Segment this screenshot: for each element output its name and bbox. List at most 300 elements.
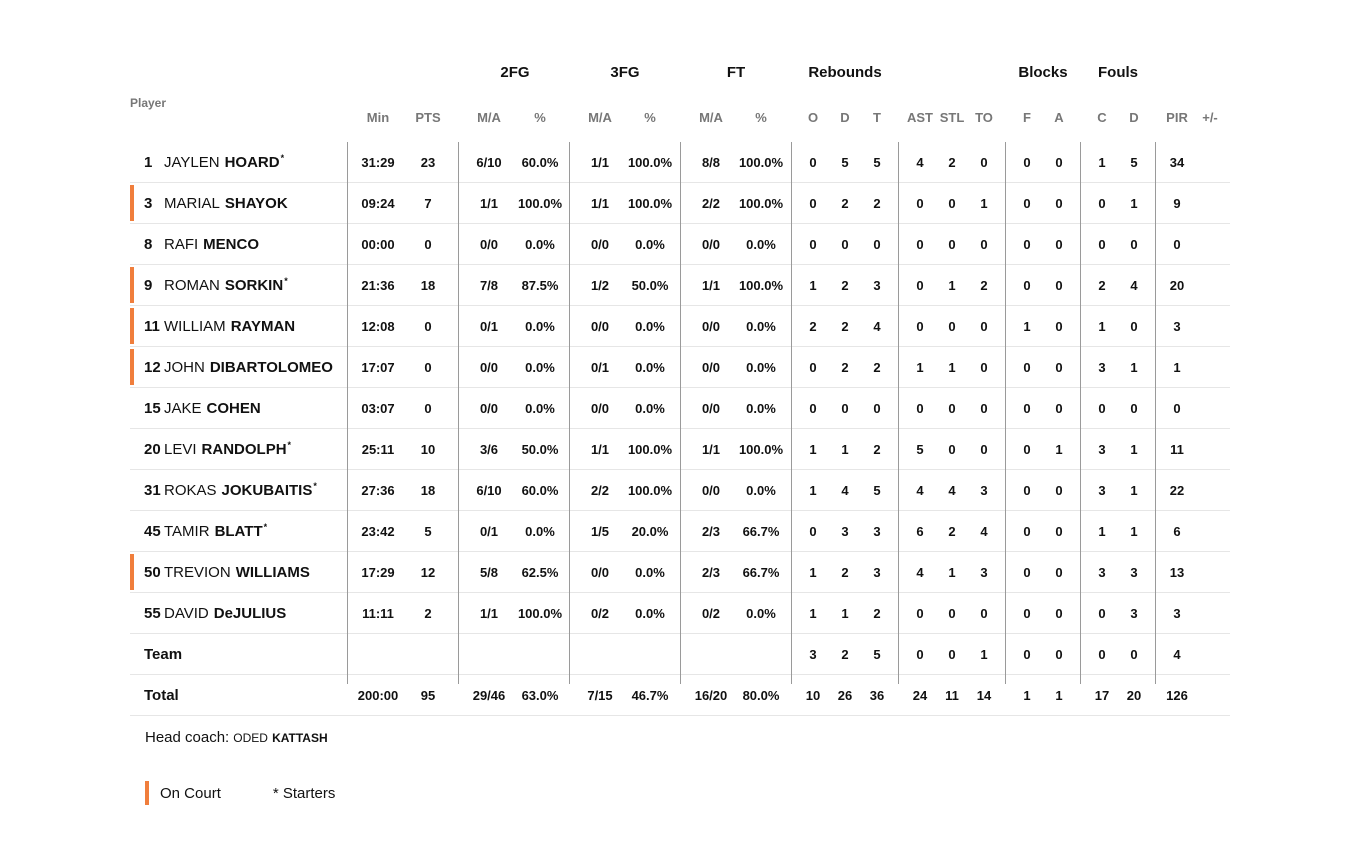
stat-cell: 12:08 xyxy=(361,318,395,334)
player-last-name[interactable]: JOKUBAITIS xyxy=(221,481,313,499)
stat-cell: 1/1 xyxy=(479,605,499,621)
player-name-cell[interactable] xyxy=(130,470,348,510)
stat-cell: 1 xyxy=(1098,154,1106,170)
stat-cell: 0 xyxy=(1023,441,1031,457)
stat-cell: 1 xyxy=(948,359,956,375)
stat-cell: 27:36 xyxy=(361,482,395,498)
stat-cell xyxy=(1180,429,1240,469)
stat-cell: 0 xyxy=(980,400,988,416)
player-first-name: JOHN xyxy=(164,358,205,376)
stat-cell: 0 xyxy=(916,277,924,293)
column-header[interactable]: F xyxy=(1023,110,1031,125)
on-court-marker-icon xyxy=(130,308,134,344)
stat-cell: 0 xyxy=(1055,236,1063,252)
column-header[interactable]: T xyxy=(873,110,881,125)
stat-cell: 20 xyxy=(1126,687,1142,703)
stat-cell: 0 xyxy=(1055,318,1063,334)
stat-cell: 0.0% xyxy=(525,400,555,416)
stat-cell: 0 xyxy=(809,195,817,211)
stat-cell: 20.0% xyxy=(631,523,669,539)
stat-cell: 0 xyxy=(1130,400,1138,416)
stat-cell: 5/8 xyxy=(479,564,499,580)
group-header-2fg: 2FG xyxy=(500,64,530,81)
player-number: 20 xyxy=(144,440,161,458)
stat-cell: 1 xyxy=(948,277,956,293)
stat-cell: 0/1 xyxy=(590,359,610,375)
player-name-cell[interactable] xyxy=(130,183,348,223)
player-first-name: ROKAS xyxy=(164,481,217,499)
stat-cell: 0/1 xyxy=(479,523,499,539)
stat-cell: 3 xyxy=(841,523,849,539)
stat-cell: 0.0% xyxy=(525,523,555,539)
stat-cell: 0 xyxy=(841,236,849,252)
stat-cell: 2 xyxy=(424,605,432,621)
stat-cell: 5 xyxy=(1130,154,1138,170)
column-header[interactable]: +/- xyxy=(1202,110,1218,125)
stat-cell: 0 xyxy=(809,523,817,539)
stat-cell: 1/1 xyxy=(590,154,610,170)
stat-cell: 1/5 xyxy=(590,523,610,539)
player-first-name: TAMIR xyxy=(164,522,210,540)
stat-cell xyxy=(731,634,791,674)
group-header-ft: FT xyxy=(726,64,746,81)
player-last-name[interactable]: COHEN xyxy=(206,399,261,417)
column-header[interactable]: D xyxy=(840,110,850,125)
head-coach-label: Head coach: xyxy=(145,729,230,746)
stat-cell xyxy=(1180,306,1240,346)
stat-cell: 21:36 xyxy=(361,277,395,293)
stat-cell: 18 xyxy=(420,482,436,498)
box-score-table xyxy=(130,58,1230,716)
column-header[interactable]: TO xyxy=(975,110,993,125)
stat-cell: 0 xyxy=(916,646,924,662)
player-first-name: JAYLEN xyxy=(164,153,220,171)
stat-cell: 0 xyxy=(980,441,988,457)
stat-cell: 0 xyxy=(1055,605,1063,621)
stat-cell: 2 xyxy=(873,605,881,621)
stat-cell: 1/1 xyxy=(479,195,499,211)
stat-cell: 0/2 xyxy=(590,605,610,621)
stat-cell: 0.0% xyxy=(746,359,776,375)
head-coach-last-name: KATTASH xyxy=(272,731,328,745)
stat-cell: 11:11 xyxy=(362,605,394,621)
column-header[interactable]: % xyxy=(644,110,656,125)
stat-cell: 0.0% xyxy=(746,605,776,621)
stat-cell: 1 xyxy=(1098,318,1106,334)
stat-cell: 2 xyxy=(873,359,881,375)
stat-cell: 66.7% xyxy=(742,564,780,580)
stat-cell: 0 xyxy=(1173,236,1181,252)
stat-cell: 0 xyxy=(1023,400,1031,416)
stat-cell: 0/0 xyxy=(590,564,610,580)
stat-cell: 0 xyxy=(1023,564,1031,580)
stat-cell: 25:11 xyxy=(361,441,395,457)
stat-cell: 50.0% xyxy=(521,441,559,457)
stat-cell: 5 xyxy=(873,154,881,170)
stat-cell: 1 xyxy=(1173,359,1181,375)
player-first-name: RAFI xyxy=(164,235,199,253)
stat-cell: 0.0% xyxy=(746,236,776,252)
stat-cell: 29/46 xyxy=(472,687,506,703)
stat-cell: 0/1 xyxy=(479,318,499,334)
stat-cell: 17:07 xyxy=(361,359,395,375)
stat-cell: 0.0% xyxy=(635,318,665,334)
stat-cell: 0/0 xyxy=(701,318,721,334)
stat-cell: 2 xyxy=(873,441,881,457)
player-name-cell[interactable] xyxy=(130,224,348,264)
column-header[interactable]: M/A xyxy=(699,110,723,125)
stat-cell: 0.0% xyxy=(635,605,665,621)
player-last-name[interactable]: RANDOLPH xyxy=(201,440,287,458)
player-name-cell[interactable] xyxy=(130,265,348,305)
stat-cell: 0 xyxy=(1023,646,1031,662)
stat-cell: 4 xyxy=(916,154,924,170)
stat-cell: 3 xyxy=(1130,564,1138,580)
column-header[interactable]: PIR xyxy=(1166,110,1188,125)
stat-cell: 1/2 xyxy=(590,277,610,293)
group-header-3fg: 3FG xyxy=(610,64,640,81)
stat-cell: 0 xyxy=(916,236,924,252)
stat-cell: 0 xyxy=(1173,400,1181,416)
stat-cell: 2 xyxy=(841,564,849,580)
stat-cell: 63.0% xyxy=(521,687,559,703)
player-name-cell[interactable] xyxy=(130,306,348,346)
stat-cell: 34 xyxy=(1169,154,1185,170)
stat-cell: 0 xyxy=(1023,605,1031,621)
stat-cell: 1 xyxy=(948,564,956,580)
stat-cell: 0 xyxy=(1098,605,1106,621)
stat-cell: 8/8 xyxy=(701,154,721,170)
stat-cell xyxy=(1180,593,1240,633)
legend xyxy=(145,781,335,805)
stat-cell: 0 xyxy=(809,359,817,375)
stat-cell: 0 xyxy=(424,318,432,334)
stat-cell: 10 xyxy=(420,441,436,457)
column-header[interactable]: % xyxy=(534,110,546,125)
stat-cell: 100.0% xyxy=(517,605,563,621)
column-header[interactable]: C xyxy=(1097,110,1107,125)
stat-cell: 1 xyxy=(1130,523,1138,539)
player-number: 55 xyxy=(144,604,161,622)
stat-cell: 4 xyxy=(1173,646,1181,662)
column-divider xyxy=(569,142,570,684)
stat-cell: 0 xyxy=(809,236,817,252)
stat-cell: 2 xyxy=(841,646,849,662)
stat-cell: 0/0 xyxy=(701,400,721,416)
player-name-cell[interactable] xyxy=(130,388,348,428)
stat-cell: 1 xyxy=(980,195,988,211)
player-name-cell[interactable] xyxy=(130,552,348,592)
stat-cell: 22 xyxy=(1169,482,1185,498)
stat-cell: 3 xyxy=(1098,482,1106,498)
stat-cell: 62.5% xyxy=(521,564,559,580)
stat-cell: 9 xyxy=(1173,195,1181,211)
stat-cell: 3 xyxy=(873,523,881,539)
stat-cell xyxy=(1180,552,1240,592)
stat-cell: 2 xyxy=(948,154,956,170)
stat-cell: 3 xyxy=(1173,605,1181,621)
stat-cell: 31:29 xyxy=(361,154,395,170)
column-header[interactable]: % xyxy=(755,110,767,125)
column-divider xyxy=(1155,142,1156,684)
stat-cell: 1 xyxy=(1130,359,1138,375)
stat-cell: 0.0% xyxy=(525,359,555,375)
stat-cell: 0/0 xyxy=(701,359,721,375)
stat-cell xyxy=(1180,634,1240,674)
player-number: 45 xyxy=(144,522,161,540)
stat-cell: 2 xyxy=(980,277,988,293)
player-last-name[interactable]: BLATT xyxy=(214,522,263,540)
stat-cell: 2 xyxy=(809,318,817,334)
player-number: 31 xyxy=(144,481,161,499)
column-header[interactable]: O xyxy=(807,110,819,125)
stat-cell: 0 xyxy=(948,236,956,252)
stat-cell: 03:07 xyxy=(361,400,395,416)
stat-cell: 14 xyxy=(976,687,992,703)
player-number: 12 xyxy=(144,358,161,376)
stat-cell: 3 xyxy=(1130,605,1138,621)
column-header[interactable]: M/A xyxy=(477,110,501,125)
stat-cell: 3 xyxy=(1098,441,1106,457)
stat-cell: 2 xyxy=(841,277,849,293)
stat-cell: 0 xyxy=(1023,277,1031,293)
stat-cell: 4 xyxy=(916,482,924,498)
player-last-name[interactable]: RAYMAN xyxy=(230,317,296,335)
stat-cell: 4 xyxy=(873,318,881,334)
stat-cell: 0 xyxy=(424,400,432,416)
column-divider xyxy=(1005,142,1006,684)
stat-cell: 4 xyxy=(948,482,956,498)
row-label: Total xyxy=(144,686,179,704)
stat-cell: 3 xyxy=(1098,359,1106,375)
player-column-header: Player xyxy=(130,96,167,110)
player-first-name: JAKE xyxy=(164,399,202,417)
column-header[interactable]: M/A xyxy=(588,110,612,125)
stat-cell: 2/2 xyxy=(590,482,610,498)
column-header[interactable]: AST xyxy=(907,110,933,125)
stat-cell: 2 xyxy=(873,195,881,211)
stat-cell: 100.0% xyxy=(627,441,673,457)
stat-cell: 6/10 xyxy=(476,482,502,498)
stat-cell xyxy=(398,634,458,674)
stat-cell: 50.0% xyxy=(631,277,669,293)
stat-cell xyxy=(1180,470,1240,510)
stat-cell: 66.7% xyxy=(742,523,780,539)
player-last-name[interactable]: MENCO xyxy=(203,235,260,253)
stat-cell: 0 xyxy=(1055,359,1063,375)
column-header[interactable]: A xyxy=(1054,110,1064,125)
column-divider xyxy=(347,142,348,684)
group-header-fouls: Fouls xyxy=(1098,64,1138,81)
stat-cell: 0 xyxy=(980,605,988,621)
stat-cell: 0 xyxy=(809,154,817,170)
stat-cell: 5 xyxy=(873,482,881,498)
stat-cell: 2 xyxy=(948,523,956,539)
column-header[interactable]: PTS xyxy=(415,110,441,125)
stat-cell: 0 xyxy=(916,195,924,211)
stat-cell: 1 xyxy=(841,605,849,621)
stat-cell: 1/1 xyxy=(590,195,610,211)
stat-cell: 0 xyxy=(1023,359,1031,375)
stat-cell: 80.0% xyxy=(742,687,780,703)
stat-cell: 0.0% xyxy=(746,482,776,498)
stat-cell: 0 xyxy=(1055,646,1063,662)
player-last-name[interactable]: HOARD xyxy=(224,153,280,171)
stat-cell: 0/0 xyxy=(479,400,499,416)
starter-marker-icon: * xyxy=(284,276,288,286)
stat-cell xyxy=(1180,142,1240,182)
stat-cell: 4 xyxy=(841,482,849,498)
stat-cell: 17 xyxy=(1094,687,1110,703)
player-number: 8 xyxy=(144,235,153,253)
stat-cell: 7/8 xyxy=(479,277,499,293)
stat-cell: 1 xyxy=(809,441,817,457)
stat-cell: 12 xyxy=(420,564,436,580)
stat-cell: 3 xyxy=(873,564,881,580)
stat-cell: 6 xyxy=(1173,523,1181,539)
stat-cell: 0/0 xyxy=(479,236,499,252)
player-name-cell[interactable] xyxy=(130,429,348,469)
stat-cell: 0.0% xyxy=(525,318,555,334)
player-first-name: ROMAN xyxy=(164,276,220,294)
on-court-marker-icon xyxy=(130,267,134,303)
stat-cell xyxy=(1180,511,1240,551)
player-first-name: LEVI xyxy=(164,440,197,458)
stat-cell: 1 xyxy=(916,359,924,375)
stat-cell: 0 xyxy=(980,154,988,170)
stat-cell xyxy=(620,634,680,674)
stat-cell: 23 xyxy=(420,154,436,170)
player-last-name[interactable]: DeJULIUS xyxy=(213,604,287,622)
player-last-name[interactable]: SHAYOK xyxy=(224,194,288,212)
stat-cell: 1 xyxy=(1130,195,1138,211)
column-divider xyxy=(791,142,792,684)
stat-cell: 5 xyxy=(873,646,881,662)
stat-cell: 100.0% xyxy=(627,154,673,170)
stat-cell: 0 xyxy=(1055,277,1063,293)
stat-cell: 0.0% xyxy=(746,318,776,334)
stat-cell: 4 xyxy=(1130,277,1138,293)
stat-cell: 0 xyxy=(1055,564,1063,580)
stat-cell: 87.5% xyxy=(521,277,559,293)
player-first-name: TREVION xyxy=(164,563,231,581)
player-number: 50 xyxy=(144,563,161,581)
on-court-marker-icon xyxy=(130,554,134,590)
stat-cell: 0 xyxy=(1023,195,1031,211)
stat-cell: 60.0% xyxy=(521,482,559,498)
player-name-cell[interactable] xyxy=(130,511,348,551)
legend-on-court: On Court xyxy=(160,784,221,802)
stat-cell: 1 xyxy=(1098,523,1106,539)
stat-cell: 0.0% xyxy=(635,400,665,416)
stat-cell: 1 xyxy=(809,605,817,621)
stat-cell: 0 xyxy=(1098,195,1106,211)
stat-cell: 0 xyxy=(1055,195,1063,211)
head-coach xyxy=(145,729,328,746)
stat-cell: 18 xyxy=(420,277,436,293)
stat-cell: 0 xyxy=(873,400,881,416)
stat-cell: 5 xyxy=(424,523,432,539)
stat-cell: 0 xyxy=(1023,523,1031,539)
player-last-name[interactable]: WILLIAMS xyxy=(235,563,310,581)
stat-cell: 2 xyxy=(841,195,849,211)
player-number: 9 xyxy=(144,276,153,294)
stat-cell: 17:29 xyxy=(361,564,395,580)
stat-cell: 5 xyxy=(841,154,849,170)
player-number: 3 xyxy=(144,194,153,212)
column-header[interactable]: STL xyxy=(939,110,965,125)
player-last-name[interactable]: DIBARTOLOMEO xyxy=(209,358,333,376)
stat-cell: 100.0% xyxy=(738,195,784,211)
stat-cell: 09:24 xyxy=(361,195,395,211)
stat-cell: 23:42 xyxy=(361,523,395,539)
starter-marker-icon: * xyxy=(280,153,285,163)
stat-cell: 1/1 xyxy=(701,277,721,293)
stat-cell: 0 xyxy=(1023,236,1031,252)
stat-cell: 126 xyxy=(1166,687,1188,703)
stat-cell: 0 xyxy=(873,236,881,252)
stat-cell: 3 xyxy=(1098,564,1106,580)
stat-cell: 26 xyxy=(837,687,853,703)
stat-cell: 0 xyxy=(1130,318,1138,334)
stat-cell: 100.0% xyxy=(517,195,563,211)
stat-cell: 0 xyxy=(1055,482,1063,498)
stat-cell: 0/0 xyxy=(590,400,610,416)
stat-cell: 0 xyxy=(424,236,432,252)
stat-cell: 100.0% xyxy=(627,195,673,211)
stat-cell: 3 xyxy=(980,564,988,580)
column-divider xyxy=(680,142,681,684)
stat-cell: 100.0% xyxy=(738,154,784,170)
column-divider xyxy=(458,142,459,684)
stat-cell: 4 xyxy=(980,523,988,539)
stat-cell: 1 xyxy=(1130,441,1138,457)
stat-cell: 3 xyxy=(809,646,817,662)
stat-cell: 11 xyxy=(1170,441,1184,457)
stat-cell: 2 xyxy=(841,359,849,375)
stat-cell: 7 xyxy=(424,195,432,211)
stat-cell: 1 xyxy=(841,441,849,457)
column-header[interactable]: Min xyxy=(366,110,390,125)
player-name-cell[interactable] xyxy=(130,142,348,182)
stat-cell: 10 xyxy=(805,687,821,703)
stat-cell: 1 xyxy=(1130,482,1138,498)
stat-cell: 16/20 xyxy=(694,687,728,703)
stat-cell: 5 xyxy=(916,441,924,457)
stat-cell: 0 xyxy=(1098,236,1106,252)
column-header[interactable]: D xyxy=(1129,110,1139,125)
stat-cell: 0 xyxy=(916,400,924,416)
table-header xyxy=(130,58,1230,142)
player-last-name[interactable]: SORKIN xyxy=(224,276,284,294)
stat-cell: 0.0% xyxy=(635,236,665,252)
stat-cell: 4 xyxy=(916,564,924,580)
stat-cell xyxy=(1180,183,1240,223)
stat-cell: 0.0% xyxy=(635,564,665,580)
player-name-cell[interactable] xyxy=(130,593,348,633)
stat-cell: 46.7% xyxy=(631,687,669,703)
stat-cell: 3 xyxy=(1173,318,1181,334)
column-divider xyxy=(1080,142,1081,684)
stat-cell: 6 xyxy=(916,523,924,539)
player-name-cell[interactable] xyxy=(130,347,348,387)
stat-cell: 0 xyxy=(1055,400,1063,416)
stat-cell: 0 xyxy=(841,400,849,416)
legend-starters: * Starters xyxy=(272,784,336,802)
stat-cell: 7/15 xyxy=(587,687,613,703)
stat-cell: 3 xyxy=(873,277,881,293)
stat-cell: 00:00 xyxy=(361,236,395,252)
